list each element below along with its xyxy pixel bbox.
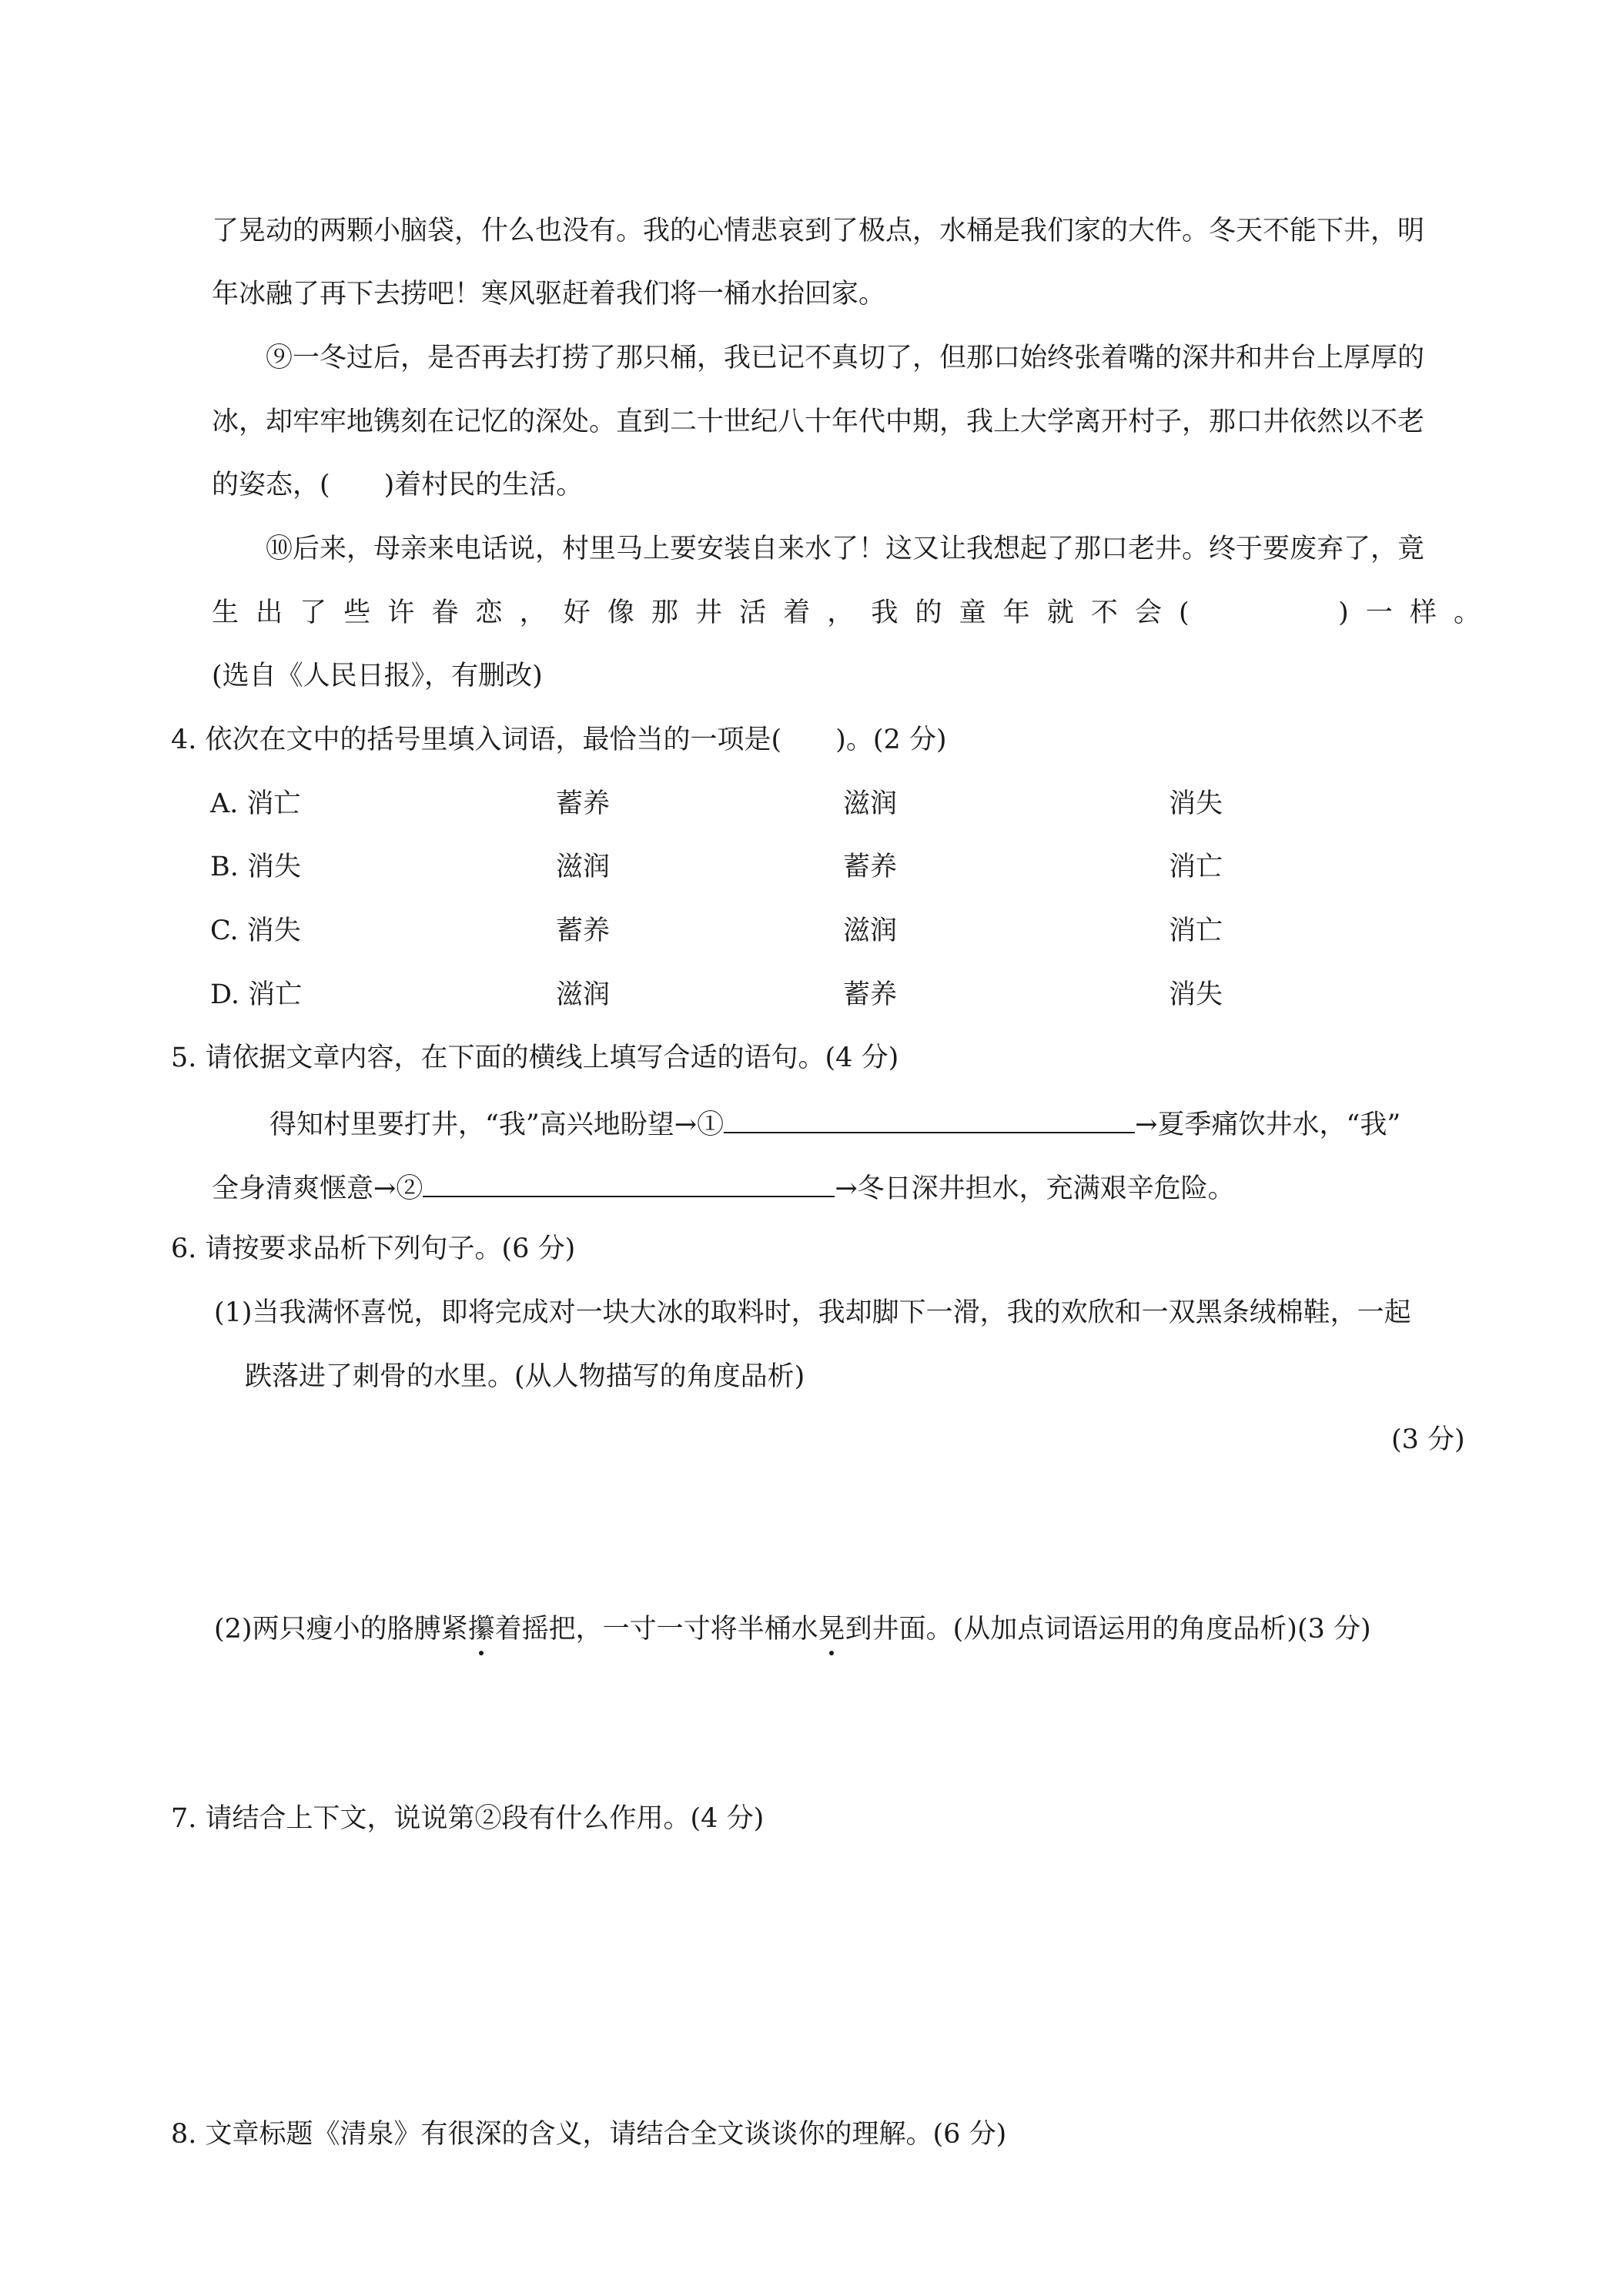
q4-option-d-word2: 滋润 — [556, 979, 611, 1010]
q4-option-a-word2: 蓄养 — [556, 788, 611, 819]
q6-sentence1-line1: (1)当我满怀喜悦，即将完成对一块大冰的取料时，我却脚下一滑，我的欢欣和一双黑条绒棉鞋，一起 — [214, 1297, 1411, 1328]
q4-option-c-word2: 蓄养 — [556, 915, 611, 946]
q5-line2 — [212, 1173, 1235, 1203]
passage-p9-line3: 的姿态，( )着村民的生活。 — [212, 470, 584, 500]
q4-option-b-label: B. 消失 — [210, 852, 301, 882]
passage-p8-line2: 年冰融了再下去捞吧！寒风驱赶着我们将一桶水抬回家。 — [212, 279, 886, 310]
q5-answer-blank-1[interactable] — [724, 1109, 1135, 1133]
q4-option-c-label: C. 消失 — [210, 915, 301, 946]
q4-option-d-label: D. 消亡 — [210, 979, 303, 1010]
q5-stem: 5. 请依据文章内容，在下面的横线上填写合适的语句。(4 分) — [171, 1043, 899, 1073]
q7-stem: 7. 请结合上下文，说说第②段有什么作用。(4 分) — [171, 1803, 765, 1834]
q4-option-c-word3: 滋润 — [843, 915, 898, 946]
q4-option-a-word3: 滋润 — [843, 788, 898, 819]
q8-stem: 8. 文章标题《清泉》有很深的含义，请结合全文谈谈你的理解。(6 分) — [171, 2119, 1007, 2150]
passage-p8-line1: 了晃动的两颗小脑袋，什么也没有。我的心情悲哀到了极点，水桶是我们家的大件。冬天不能下井，明 — [212, 216, 1425, 246]
q5-line2-text-b: →冬日深井担水，充满艰辛危险。 — [835, 1173, 1235, 1204]
passage-p9-line1: ⑨一冬过后，是否再去打捞了那只桶，我已记不真切了，但那口始终张着嘴的深井和井台上厚厚的 — [266, 343, 1425, 373]
q4-option-b-word2: 滋润 — [556, 852, 611, 882]
q6-sentence2-text-c: 到井面。(从加点词语运用的角度品析)(3 分) — [845, 1614, 1371, 1645]
q5-answer-blank-2[interactable] — [423, 1173, 835, 1197]
q5-line1-text-b: →夏季痛饮井水，“我” — [1135, 1110, 1401, 1140]
q4-option-c-word4: 消亡 — [1169, 915, 1223, 946]
passage-p10-line1: ⑩后来，母亲来电话说，村里马上要安装自来水了！这又让我想起了那口老井。终于要废弃了，竟 — [266, 534, 1425, 564]
q6-dotted-word-1: 攥 — [467, 1614, 495, 1645]
q4-stem: 4. 依次在文中的括号里填入词语，最恰当的一项是( )。(2 分) — [171, 725, 947, 755]
q4-option-b-word3: 蓄养 — [843, 852, 898, 882]
q6-stem: 6. 请按要求品析下列句子。(6 分) — [171, 1233, 576, 1264]
q5-line1 — [269, 1109, 1400, 1139]
q6-sentence1-score: (3 分) — [1391, 1424, 1465, 1455]
passage-p9-line2: 冰，却牢牢地镌刻在记忆的深处。直到二十世纪八十年代中期，我上大学离开村子，那口井依然以不老 — [212, 407, 1425, 437]
q4-option-d-word3: 蓄养 — [843, 979, 898, 1010]
q5-line2-text-a: 全身清爽惬意→② — [212, 1173, 423, 1204]
q6-dotted-word-2: 晃 — [818, 1614, 845, 1645]
q6-sentence2-text-b: 着摇把，一寸一寸将半桶水 — [494, 1614, 818, 1645]
q4-option-b-word4: 消亡 — [1169, 852, 1223, 882]
q4-option-d-word4: 消失 — [1169, 979, 1223, 1010]
q4-option-a-word4: 消失 — [1169, 788, 1223, 819]
q5-line1-text-a: 得知村里要打井，“我”高兴地盼望→① — [269, 1110, 724, 1140]
q4-option-a-label: A. 消亡 — [210, 788, 301, 819]
passage-p10-line2: 生出了些许眷恋，好像那井活着，我的童年就不会( )一样。 — [212, 597, 1481, 628]
passage-source: (选自《人民日报》，有删改) — [212, 661, 543, 691]
q6-sentence2-text-a: (2)两只瘦小的胳膊紧 — [214, 1614, 468, 1645]
q6-sentence2 — [214, 1616, 1371, 1643]
q6-sentence1-line2: 跌落进了刺骨的水里。(从人物描写的角度品析) — [245, 1361, 805, 1392]
